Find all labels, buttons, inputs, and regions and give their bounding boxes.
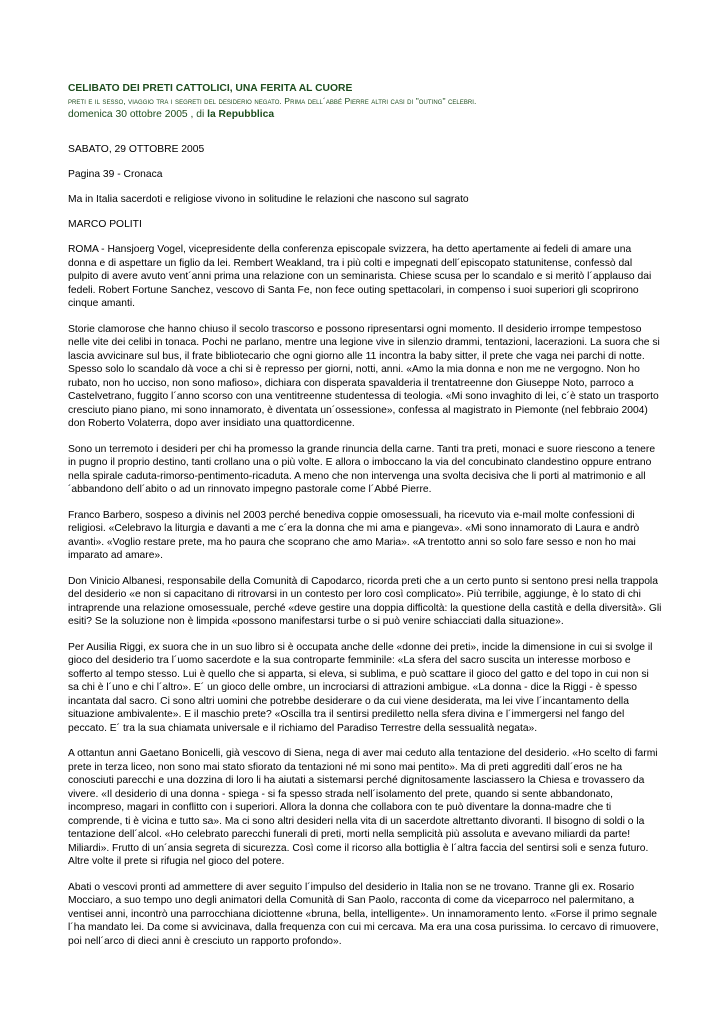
article-title: CELIBATO DEI PRETI CATTOLICI, UNA FERITA AL CUORE	[68, 83, 353, 94]
paragraph: Abati o vescovi pronti ad ammettere di aver seguito l´impulso del desiderio in Italia non se ne trovano. Tranne gli ex. Rosario Mocciaro, a suo tempo uno degli animatori della Comunità di San Paolo, racconta di come da viceparroco nel palermitano, a ventisei anni, incontrò una parrocchiana diciottenne «bruna, bella, intelligente». Un innamoramento lento. «Forse il primo segnale l´ha mandato lei. Da come si avvicinava, dalla frequenza con cui mi cercava. Ma era una cosa purissima. Io cercavo di rimuovere, poi nell´arco di dieci anni è cresciuto un rapporto profondo».	[68, 881, 659, 947]
paragraph: Per Ausilia Riggi, ex suora che in un suo libro si è occupata anche delle «donne dei preti», incide la dimensione in cui si svolge il gioco del desiderio tra l´uomo sacerdote e la sua controparte femminile: «La sfera del sacro suscita un interesse morboso e sofferto al tempo stesso. Lui è quello che si apparta, si eleva, si sublima, e può scattare il gioco del gatto e del topo in cui non si sa chi è l´uno e chi l´altro». E´ un gioco delle ombre, un incrociarsi di attrazioni ambigue. «La donna - dice la Riggi - è spesso incantata dal sacro. Ci sono altri uomini che potrebbe desiderare o da cui viene desiderata, ma lei vive l´incantamento della situazione ambivalente». E il maschio prete? «Oscilla tra il sentirsi prediletto nella sfera divina e l´immergersi nel fango del peccato. E´ tra la sua chiamata universale e il richiamo del Paradiso Terrestre della sessualità negata».	[68, 641, 653, 734]
paragraph: Sono un terremoto i desideri per chi ha promesso la grande rinuncia della carne. Tanti tra preti, monaci e suore riescono a tenere in pugno il proprio destino, tanti crollano una o più volte. E allora o imboccano la via del concubinato clandestino oppure entrano nella spirale caduta-rimorso-pentimento-ricaduta. A meno che non intervenga una svolta decisiva che li porti al matrimonio e all´abbandono dell´abito o ad un rinnovato impegno pastorale come l´Abbé Pierre.	[68, 443, 656, 495]
dateline-source: la Repubblica	[207, 109, 275, 120]
dateline-prefix: domenica 30 ottobre 2005 , di	[68, 109, 208, 120]
article-subtitle: preti e il sesso, viaggio tra i segreti del desiderio negato. Prima dell´abbé Pierre altri casi di "outing" celebri.	[68, 96, 477, 106]
page-section: Pagina 39 - Cronaca	[68, 169, 163, 180]
article-lead: Ma in Italia sacerdoti e religiose vivono in solitudine le relazioni che nascono sul sagrato	[68, 194, 469, 205]
paragraph: Don Vinicio Albanesi, responsabile della Comunità di Capodarco, ricorda preti che a un certo punto si sentono presi nella trappola del desiderio «e non si capacitano di ritrovarsi in un contesto per loro così complicato». Più terribile, aggiunge, è lo stato di chi intraprende una relazione omosessuale, perché «deve gestire una doppia difficoltà: la questione della castità e della diversità». Gli esiti? Se la soluzione non è limpida «possono manifestarsi turbe o si può venire schiacciati dalla situazione».	[68, 575, 662, 627]
article-dateline	[68, 108, 662, 121]
paragraph: ROMA - Hansjoerg Vogel, vicepresidente della conferenza episcopale svizzera, ha detto apertamente ai fedeli di amare una donna e di aspettare un figlio da lei. Rembert Weakland, tra i più colti e impegnati dell´episcopato statunitense, confessò dal pulpito di avere avuto vent´anni prima una relazione con un seminarista. Chiese scusa per lo scandalo e si meritò l´applauso dai fedeli. Robert Fortune Sanchez, vescovo di Santa Fe, non fece outing spettacolari, in compenso i suoi superiori gli scoprirono cinque amanti.	[68, 244, 652, 309]
paragraph: Storie clamorose che hanno chiuso il secolo trascorso e possono ripresentarsi ogni momento. Il desiderio irrompe tempestoso nelle vite dei celibi in tonaca. Pochi ne parlano, mentre una legione vive in silenzio drammi, tentazioni, lacerazioni. La suora che si lascia avvicinare sul bus, il frate bibliotecario che ogni giorno alle 11 incontra la baby sitter, il prete che vaga nei parchi di notte. Spesso solo lo scandalo dà voce a chi si è represso per giorni, notti, anni. «Amo la mia donna e non me ne vergogno. Non ho rubato, non ho ucciso, non sono mafioso», dichiara con disperata spavalderia il trentatreenne don Giuseppe Noto, parroco a Castelvetrano, fuggito l´anno scorso con una ventitreenne studentessa di teologia. «Mi sono invaghito di lei, c´è stato un trasporto cresciuto piano piano, mi sono innamorato, è diventata un´ossessione», confessa al magistrato in Piemonte (nel febbraio 2004) don Roberto Volaterra, dopo aver insidiato una quattordicenne.	[68, 323, 660, 429]
paragraph: Franco Barbero, sospeso a divinis nel 2003 perché benediva coppie omosessuali, ha ricevuto via e-mail molte confessioni di religiosi. «Celebravo la liturgia e davanti a me c´era la donna che mi ama e piangeva». «Mi sono innamorato di Laura e andrò avanti». «Voglio restare prete, ma ho paura che scoprano che amo Maria». «A trentotto anni so solo fare sesso e non ho mai imparato ad amare».	[68, 509, 640, 561]
article-author: MARCO POLITI	[68, 219, 142, 230]
article	[68, 82, 662, 948]
article-date: SABATO, 29 OTTOBRE 2005	[68, 144, 205, 155]
paragraph: A ottantun anni Gaetano Bonicelli, già vescovo di Siena, nega di aver mai ceduto alla tentazione del desiderio. «Ho scelto di farmi prete in terza liceo, non sono mai stato sfiorato da tentazioni né mi sono mai pentito». Ma di preti aggrediti dall´eros ne ha conosciuti parecchi e una dozzina di loro li ha aiutati a sistemarsi perché dignitosamente lasciassero la Chiesa e trovassero da vivere. «Il desiderio di una donna - spiega - si fa spesso strada nell´isolamento del prete, quando si sente abbandonato, incompreso, magari in conflitto con i superiori. Allora la donna che collabora con te può diventare la donna-madre che ti comprende, ti è vicina e tutto sa». Ma ci sono altri desideri nella vita di un sacerdote altrettanto divoranti. Il bisogno di soldi o la tentazione dell´alcol. «Ho celebrato parecchi funerali di preti, morti nella semplicità più assoluta e avevano miliardi da parte! Miliardi». Frutto di un´ansia segreta di sicurezza. Così come il ricorso alla bottiglia è l´altra faccia del sentirsi soli e senza futuro. Altre volte il prete si rifugia nel gioco del potere.	[68, 748, 658, 867]
